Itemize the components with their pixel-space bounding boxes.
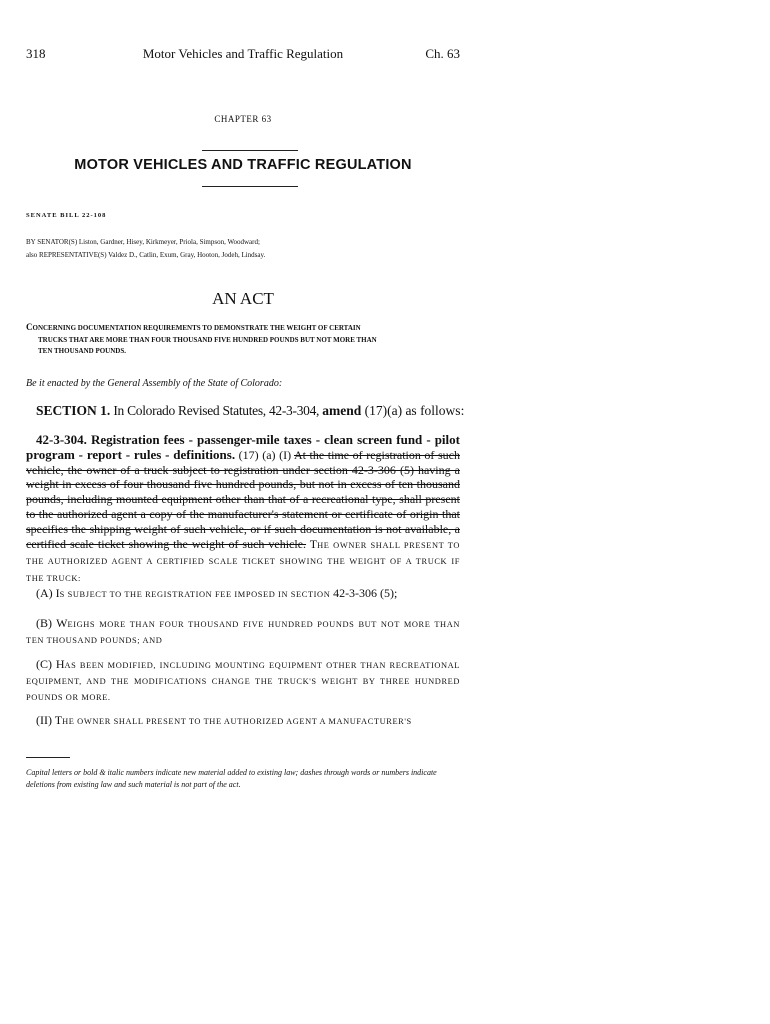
page-number: 318 [26,46,46,61]
statute-heading: 42-3-304. Registration fees - passenger-mile taxes - clean screen fund - pilot program - report - rules - definitions. [26,432,460,462]
item-c [26,657,460,705]
concerning-initial: C [26,322,33,332]
deleted-text: At the time of registration of such vehicle, the owner of a truck subject to registration under section 42-3-306 (5) having a weight in excess of four thousand five hundred pounds, but not in excess of ten thousand pounds, including mounted equipment other than that of a recreational type, shall present to the authorized agent a copy of the manufacturer's statement or certificate of origin that specifies the shipping weight of such vehicle, or if such documentation is not available, a certified scale ticket showing the weight of such vehicle. [26,447,460,551]
item-ii-prefix: (II) [36,713,55,727]
sponsors [26,236,460,261]
section-1-text-b: (17)(a) as follows: [361,403,465,418]
concerning-line-3: TEN THOUSAND POUNDS. [38,347,126,355]
item-b-text: EIGHS MORE THAN FOUR THOUSAND FIVE HUNDRED POUNDS BUT NOT MORE THAN TEN THOUSAND POUNDS; AND [26,620,460,645]
document-page [26,0,465,1024]
title-rule-bottom [202,186,298,187]
item-ii [26,713,460,729]
enacting-clause: Be it enacted by the General Assembly of the State of Colorado: [26,378,283,389]
section-1-label: SECTION 1. [36,403,111,418]
item-a-tail: 42-3-306 (5); [333,586,398,600]
item-b-prefix: (B) [36,616,57,630]
document-title: MOTOR VEHICLES AND TRAFFIC REGULATION [74,157,412,173]
title-rule-top [202,150,298,151]
act-heading: AN ACT [212,289,274,308]
item-a [26,586,460,602]
item-b [26,616,460,648]
section-1-amend: amend [322,403,362,418]
concerning-line-1: ONCERNING DOCUMENTATION REQUIREMENTS TO DEMONSTRATE THE WEIGHT OF CERTAIN [32,324,361,332]
item-b-initial: W [56,616,68,630]
sponsors-house: also REPRESENTATIVE(S) Valdez D., Catlin, Exum, Gray, Hooton, Jodeh, Lindsay. [26,250,266,259]
concerning-clause [26,322,460,358]
item-ii-initial: T [54,713,63,727]
item-c-text: AS BEEN MODIFIED, INCLUDING MOUNTING EQUIPMENT OTHER THAN RECREATIONAL EQUIPMENT, AND THE MODIFICATIONS CHANGE THE TRUCK'S WEIGHT BY THREE HUNDRED POUNDS OR MORE. [26,661,460,702]
item-a-prefix: (A) [36,586,56,600]
added-text: HE OWNER SHALL PRESENT TO THE AUTHORIZED AGENT A CERTIFIED SCALE TICKET SHOWING THE WEIGHT OF A TRUCK IF THE TRUCK: [26,540,460,584]
item-ii-text: HE OWNER SHALL PRESENT TO THE AUTHORIZED AGENT A MANUFACTURER'S [62,717,412,726]
concerning-line-2: TRUCKS THAT ARE MORE THAN FOUR THOUSAND FIVE HUNDRED POUNDS BUT NOT MORE THAN [38,335,377,344]
item-a-initial: I [55,586,60,600]
item-c-initial: H [55,657,65,671]
section-1 [36,403,464,419]
item-c-prefix: (C) [36,657,56,671]
item-a-text: S SUBJECT TO THE REGISTRATION FEE IMPOSED IN SECTION [59,590,334,599]
footnote: Capital letters or bold & italic numbers indicate new material added to existing law; dashes through words or numbers indicate deletions from existing law and such material is not part of the act. [26,768,437,789]
added-text-initial: T [306,536,318,551]
section-1-text-a: In Colorado Revised Statutes, 42-3-304, [110,403,323,418]
statute-text [26,433,460,587]
statute-subsection: (17) (a) (I) [235,447,294,462]
bill-number: SENATE BILL 22-108 [26,212,107,219]
chapter-label: CHAPTER 63 [214,114,272,124]
chapter-reference: Ch. 63 [425,46,460,61]
footnote-rule [26,757,70,758]
sponsors-senate: BY SENATOR(S) Liston, Gardner, Hisey, Kirkmeyer, Priola, Simpson, Woodward; [26,238,260,246]
running-title: Motor Vehicles and Traffic Regulation [142,46,344,61]
